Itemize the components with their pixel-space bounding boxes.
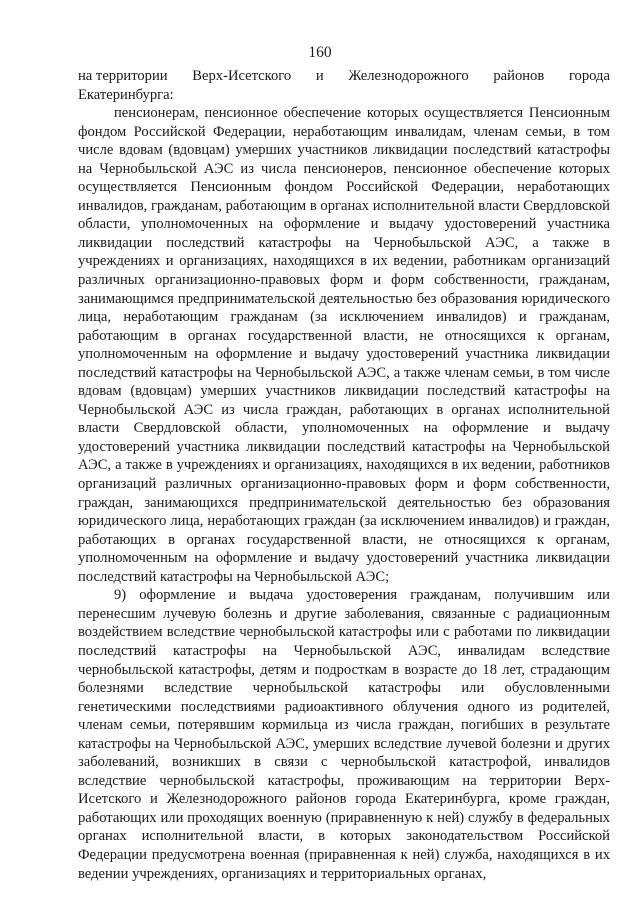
paragraph-item-9: 9) оформление и выдача удостоверения гражданам, получившим или перенесшим лучевую болезнь и другие заболевания, связанные с радиационным воздействием вследствие чернобыльской катастрофы или с работами по ликвидации последствий катастрофы на Чернобыльской АЭС, инвалидам вследствие чернобыльской катастрофы, детям и подросткам в возрасте до 18 лет, страдающим болезнями вследствие чернобыльской катастрофы или обусловленными генетическими последствиями радиоактивного облучения одного из родителей, членам семьи, потерявшим кормильца из числа граждан, погибших в результате катастрофы на Чернобыльской АЭС, умерших вследствие лучевой болезни и других заболеваний, возникших в связи с чернобыльской катастрофой, инвалидов вследствие чернобыльской катастрофы, проживающим на территории Верх-Исетского и Железнодорожного районов города Екатеринбурга, кроме граждан, работающих или проходящих военную (приравненную к ней) службу в федеральных органах исполнительной власти, в которых законодательством Российской Федерации предусмотрена военная (приравненная к ней) служба, находящихся в их ведении учреждениях, организациях и территориальных органах, <box>78 587 610 882</box>
page-number: 160 <box>308 44 332 61</box>
paragraph-pensioners: пенсионерам, пенсионное обеспечение которых осуществляется Пенсионным фондом Российской Федерации, неработающим инвалидам, членам семьи, в том числе вдовам (вдовцам) умерших участников ликвидации последствий катастрофы на Чернобыльской АЭС из числа пенсионеров, пенсионное обеспечение которых осуществляется Пенсионным фондом Российской Федерации, неработающих инвалидов, гражданам, работающим в органах исполнительной власти Свердловской области, уполномоченных на оформление и выдачу удостоверений участника ликвидации последствий катастрофы на Чернобыльской АЭС, а также в учреждениях и организациях, находящихся в их ведении, работникам организаций различных организационно-правовых форм и форм собственности, гражданам, занимающимся предпринимательской деятельностью без образования юридического лица, неработающим гражданам (за исключением инвалидов) и гражданам, работающим в органах государственной власти, не относящихся к органам, уполномоченным на оформление и выдачу удостоверений участника ликвидации последствий катастрофы на Чернобыльской АЭС, а также членам семьи, в том числе вдовам (вдовцам) умерших участников ликвидации последствий катастрофы на Чернобыльской АЭС из числа граждан, работающих в органах исполнительной власти Свердловской области, уполномоченных на оформление и выдачу удостоверений участника ликвидации последствий катастрофы на Чернобыльской АЭС, а также в учреждениях и организациях, находящихся в их ведении, работников организаций различных организационно-правовых форм и форм собственности, граждан, занимающихся предпринимательской деятельностью без образования юридического лица, неработающих граждан (за исключением инвалидов) и граждан, работающих в органах государственной власти, не относящихся к органам, уполномоченным на оформление и выдачу удостоверений участника ликвидации последствий катастрофы на Чернобыльской АЭС; <box>78 105 610 585</box>
document-body <box>78 67 610 883</box>
opening-word: города <box>568 68 610 84</box>
opening-line <box>78 67 610 86</box>
opening-word: Верх-Исетского <box>192 68 292 84</box>
opening-word: на территории <box>78 68 168 84</box>
opening-word: Железнодорожного <box>348 68 469 84</box>
opening-continuation: Екатеринбурга: <box>78 86 174 103</box>
opening-word: районов <box>493 68 545 84</box>
opening-word: и <box>315 68 324 84</box>
